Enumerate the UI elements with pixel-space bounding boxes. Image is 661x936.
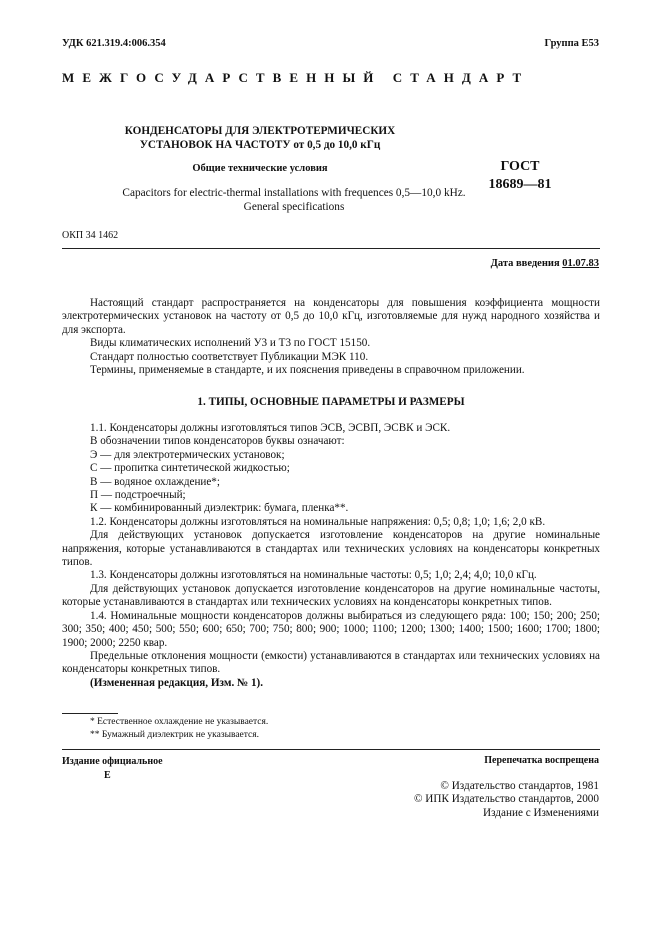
footnote-divider xyxy=(62,713,118,714)
list-item: С — пропитка синтетической жидкостью; xyxy=(90,462,290,475)
gost-number: 18689—81 xyxy=(488,177,552,192)
amendment-note: (Измененная редакция, Изм. № 1). xyxy=(90,676,264,689)
list-item: К — комбинированный диэлектрик: бумага, пленка**. xyxy=(90,502,349,515)
clause-1-3-note: Для действующих установок допускается изготовление конденсаторов на другие номинальные частоты, которые устанавливаются в стандартах или технических условиях на конденсаторы конкретных типов. xyxy=(62,582,600,609)
standard-banner: МЕЖГОСУДАРСТВЕННЫЙ СТАНДАРТ xyxy=(62,70,530,85)
clause-1-1: 1.1. Конденсаторы должны изготовляться типов ЭСВ, ЭСВП, ЭСВК и ЭСК. xyxy=(90,422,451,434)
date-label: Дата введения xyxy=(490,258,560,269)
footnotes xyxy=(62,716,462,741)
official-label: Издание официальное xyxy=(62,756,163,767)
document-subtitle: Общие технические условия xyxy=(192,163,328,174)
document-title xyxy=(90,124,430,152)
footer-divider xyxy=(62,749,600,750)
intro-paragraph: Термины, применяемые в стандарте, и их пояснения приведены в справочном приложении. xyxy=(90,364,525,377)
section-1-text xyxy=(62,422,600,690)
header-divider xyxy=(62,248,600,249)
udk-code: УДК 621.319.4:006.354 xyxy=(62,38,166,49)
list-item: В — водяное охлаждение*; xyxy=(90,475,220,488)
date-value: 01.07.83 xyxy=(562,258,599,269)
clause-1-2-note: Для действующих установок допускается изготовление конденсаторов на другие номинальные напряжения, которые устанавливаются в стандартах или технических условиях на конденсаторы конкретных типов. xyxy=(62,529,600,569)
title-line-2: УСТАНОВОК НА ЧАСТОТУ от 0,5 до 10,0 кГц xyxy=(139,139,381,151)
copyright-block xyxy=(414,780,599,820)
intro-paragraph: Стандарт полностью соответствует Публикации МЭК 110. xyxy=(90,350,369,363)
group-code: Группа Е53 xyxy=(544,38,599,49)
footnote-2: ** Бумажный диэлектрик не указывается. xyxy=(90,729,260,740)
english-title-line-2: General specifications xyxy=(243,200,345,213)
official-edition xyxy=(62,755,163,783)
introduction-date xyxy=(491,258,599,269)
clause-1-4: 1.4. Номинальные мощности конденсаторов должны выбираться из следующего ряда: 100; 150; 200; 250; 300; 350; 400; 450; 500; 550; 600; 650; 700; 750; 800; 900; 1000; 1100; 1200; 1300; 1400; 1500; 1600; 1700; 1800; 1900; 2000; 2250 квар. xyxy=(62,609,600,649)
intro-text xyxy=(62,297,600,377)
edition-letter: Е xyxy=(104,770,111,781)
list-intro: В обозначении типов конденсаторов буквы означают: xyxy=(90,435,345,448)
list-item: Э — для электротермических установок; xyxy=(90,448,285,461)
reprint-notice: Перепечатка воспрещена xyxy=(484,755,599,766)
english-title xyxy=(64,187,524,214)
edition-note: Издание с Изменениями xyxy=(483,806,599,819)
footnote-1: * Естественное охлаждение не указывается. xyxy=(90,717,269,727)
section-heading: 1. ТИПЫ, ОСНОВНЫЕ ПАРАМЕТРЫ И РАЗМЕРЫ xyxy=(197,396,465,408)
copyright-line: © Издательство стандартов, 1981 xyxy=(440,780,599,792)
intro-paragraph: Виды климатических исполнений У3 и Т3 по ГОСТ 15150. xyxy=(90,337,371,350)
okp-code: ОКП 34 1462 xyxy=(62,230,119,241)
copyright-line: © ИПК Издательство стандартов, 2000 xyxy=(413,793,599,806)
title-line-1: КОНДЕНСАТОРЫ ДЛЯ ЭЛЕКТРОТЕРМИЧЕСКИХ xyxy=(124,125,396,137)
list-item: П — подстроечный; xyxy=(90,489,186,502)
clause-1-3: 1.3. Конденсаторы должны изготовляться на номинальные частоты: 0,5; 1,0; 2,4; 4,0; 10,0 кГц. xyxy=(90,569,537,582)
clause-1-2: 1.2. Конденсаторы должны изготовляться на номинальные напряжения: 0,5; 0,8; 1,0; 1,6; 2,0 кВ. xyxy=(90,515,546,528)
intro-paragraph: Настоящий стандарт распространяется на конденсаторы для повышения коэффициента мощности электротермических установок на частоту от 0,5 до 10,0 кГц, изготовляемые для нужд народного хозяйства и для экспорта. xyxy=(62,297,600,336)
english-title-line-1: Capacitors for electric-thermal installations with frequences 0,5—10,0 kHz. xyxy=(122,187,466,199)
clause-1-4-note: Предельные отклонения мощности (емкости) устанавливаются в стандартах или технических условиях на конденсаторы конкретных типов. xyxy=(62,649,600,676)
gost-label: ГОСТ xyxy=(500,159,540,174)
